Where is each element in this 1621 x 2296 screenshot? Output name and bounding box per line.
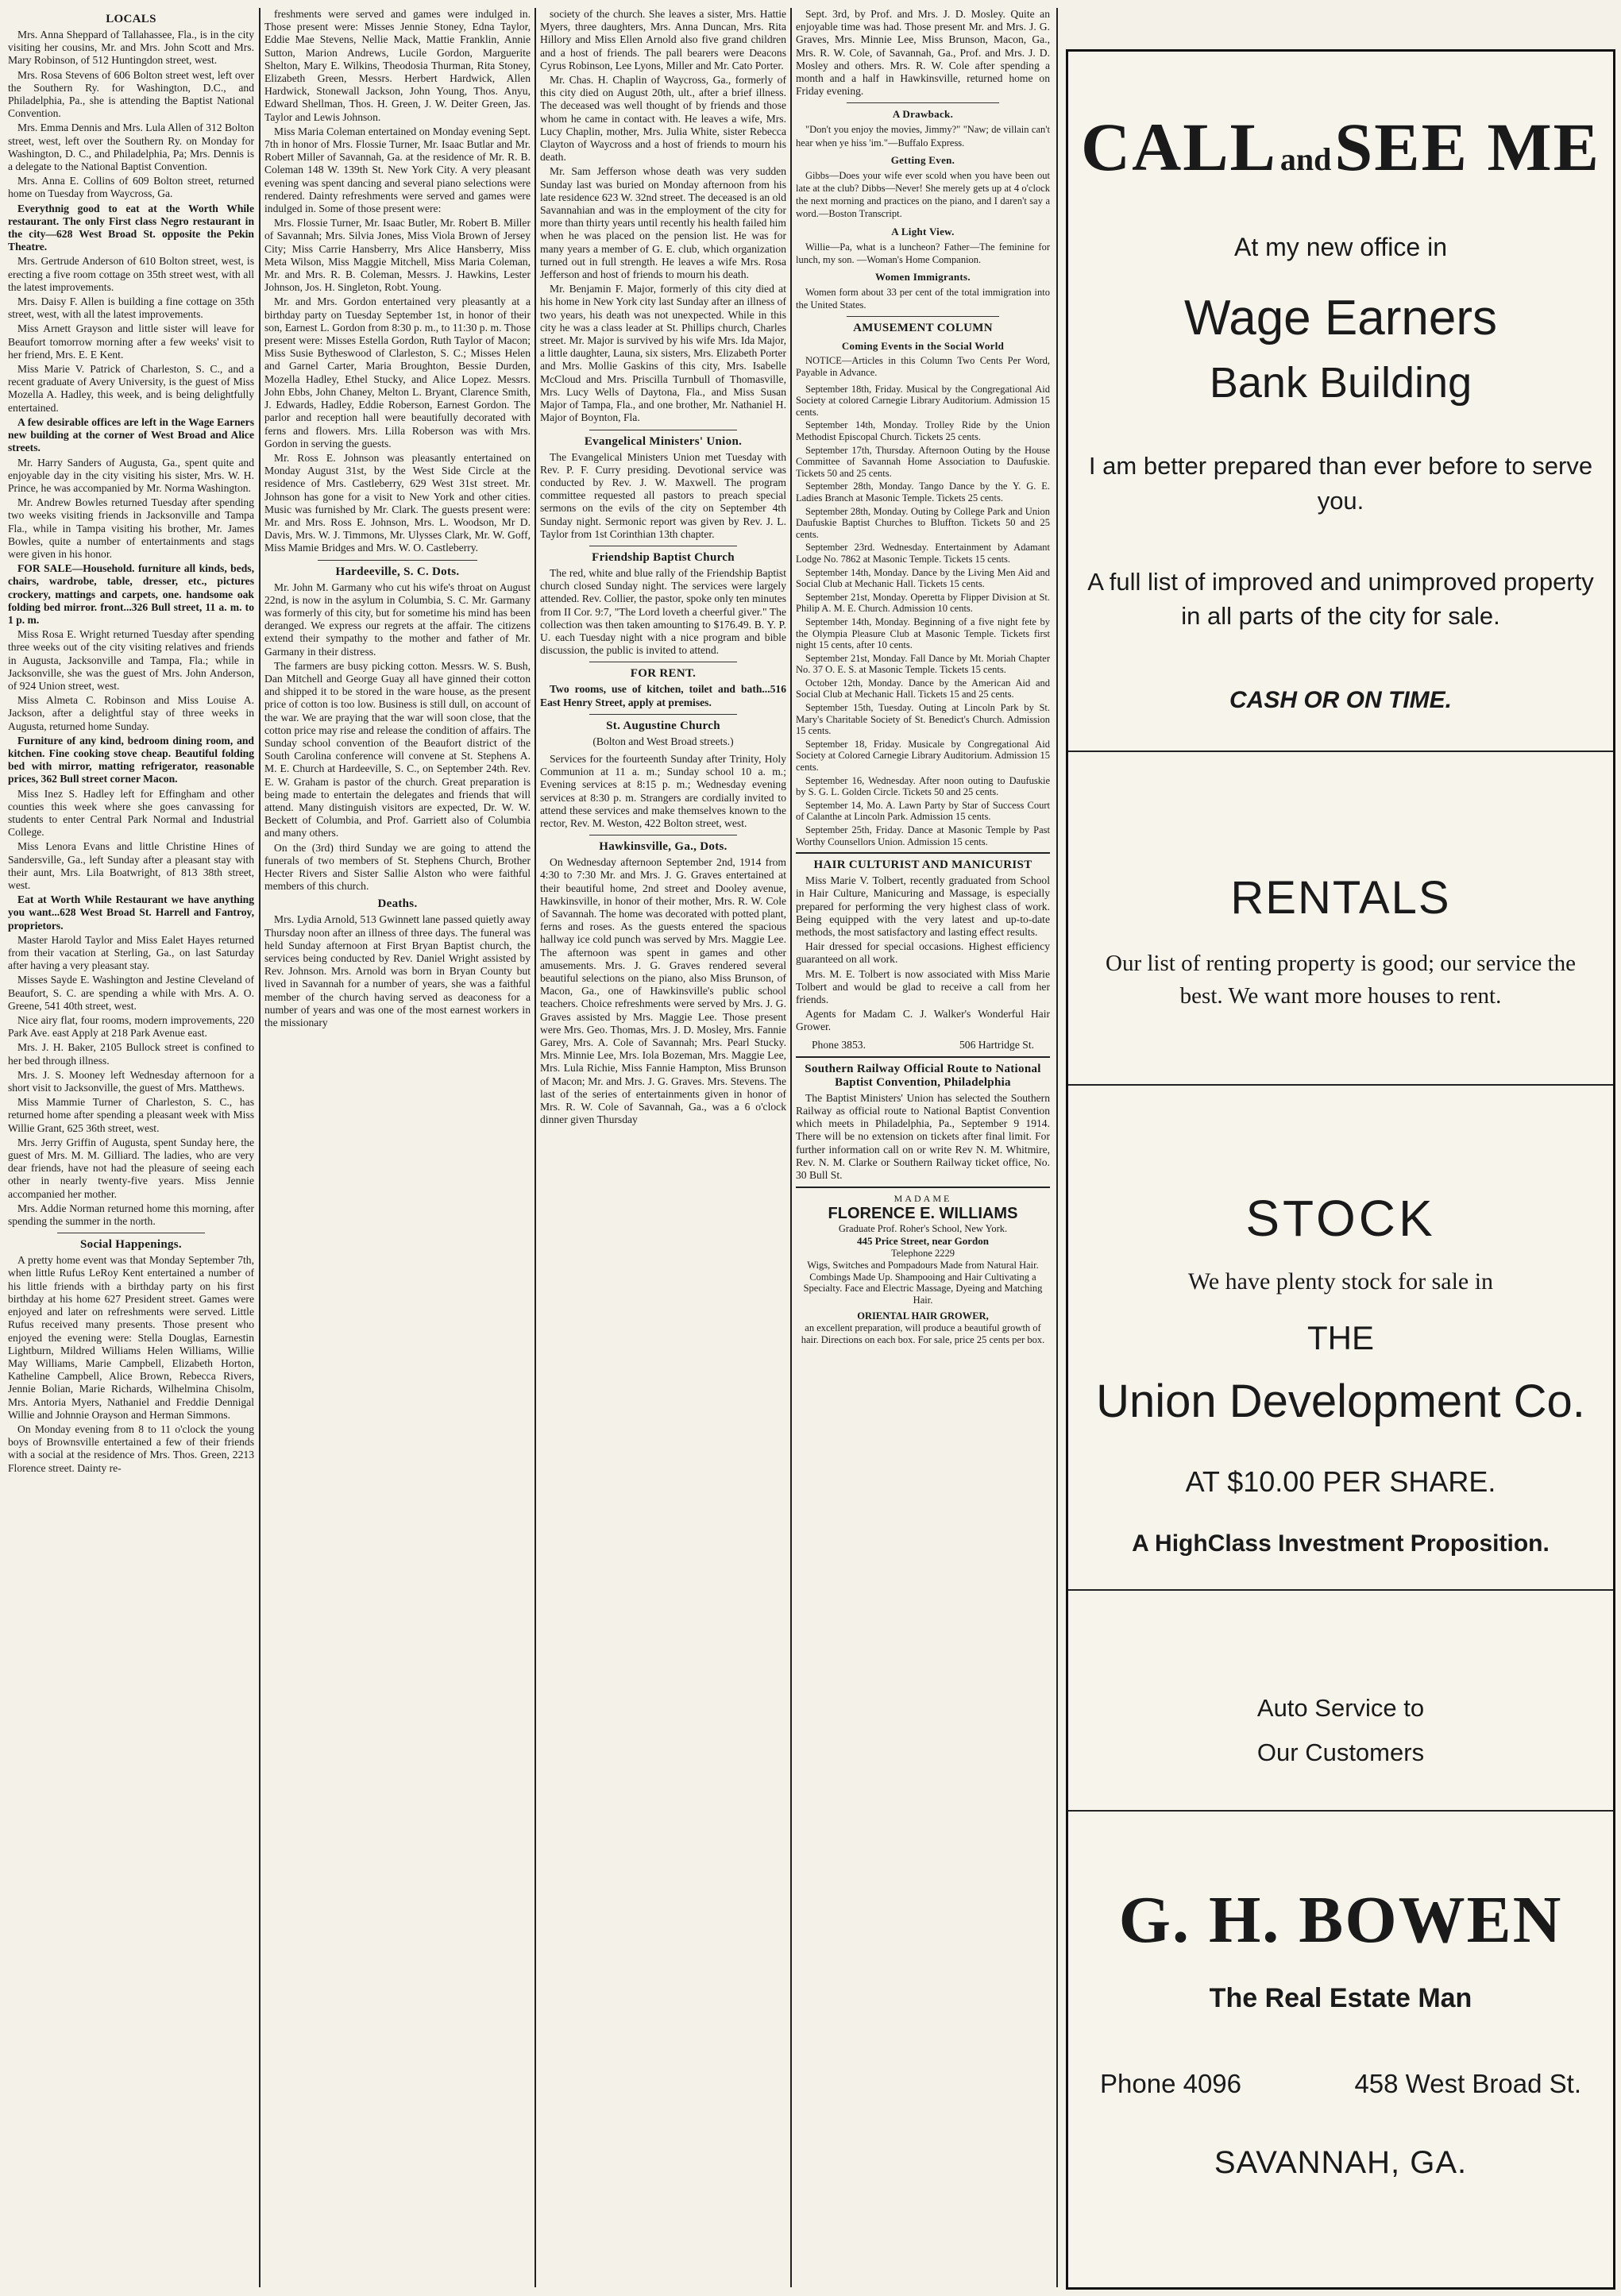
florence-williams-name: FLORENCE E. WILLIAMS (828, 1205, 1018, 1223)
social-article (8, 1254, 254, 1474)
light-view-heading: A Light View. (891, 225, 955, 237)
local-item: Mrs. J. S. Mooney left Wednesday afternoon for a short visit to Jacksonville, the guest of Mrs. Matthews. (8, 1068, 254, 1094)
local-item: Mrs. Emma Dennis and Mrs. Lula Allen of 312 Bolton street, west, left over the Southern Ry. on Monday for Washington, D. C., and Philadelphia, Pa; Mrs. Dennis is a delegate to the National Baptist Convention. (8, 122, 254, 173)
deaths-paragraph: Mrs. Lydia Arnold, 513 Gwinnett lane passed quietly away Thursday noon after an illness of three days. The funeral was held Sunday afternoon at First Bryan Baptist church, the services being conducted by Rev. Daniel Wright assisted by Rev. Johnson. Mrs. Arnold was born in Bryan County but lived in Savannah for a number of years, she was a faithful member of the church having served as deaconess for a number of years and was one of the most earnest workers in the missionary (264, 913, 531, 1029)
ad-bowen: G. H. BOWEN (1118, 1883, 1563, 1957)
oriental-hair-grower: ORIENTAL HAIR GROWER, (857, 1310, 989, 1322)
social-heading: Social Happenings. (80, 1238, 182, 1252)
local-item: Mrs. Addie Norman returned home this morning, after spending the summer in the north. (8, 1202, 254, 1228)
hair-address: 506 Hartridge St. (959, 1038, 1034, 1051)
divider (796, 852, 1050, 854)
social-paragraph: Miss Maria Coleman entertained on Monday evening Sept. 7th in honor of Mrs. Flossie Turner, Mr. Isaac Butlar and Mr. Robert Miller of Savannah, Ga. at the residence of Mr. R. B. Coleman 148 W. 139th St. New York City. A very pleasant evening was spent dancing and several piano selections were rendered. Dainty refreshments were served and games were indulged in. Some of those present were: (264, 125, 531, 215)
florence-telephone: Telephone 2229 (890, 1248, 955, 1260)
local-item: Mrs. Gertrude Anderson of 610 Bolton street, west, is erecting a five room cottage on 35th street west, with all the latest improvements. (8, 255, 254, 293)
ad-highclass: A HighClass Investment Proposition. (1132, 1530, 1550, 1557)
ad-price: AT $10.00 PER SHARE. (1185, 1465, 1496, 1498)
ad-real-estate-man: The Real Estate Man (1209, 1983, 1472, 2013)
column-two (264, 8, 531, 2287)
amusement-event: September 23rd. Wednesday. Entertainment by Adamant Lodge No. 7862 at Masonic Temple. Tickets 15 cents. (796, 542, 1050, 565)
florence-address: 445 Price Street, near Gordon (857, 1235, 989, 1248)
hair-culturist-heading: HAIR CULTURIST AND MANICURIST (813, 859, 1032, 872)
hair-culturist-article (796, 874, 1050, 1033)
column-four (796, 8, 1050, 2287)
divider (796, 1187, 1050, 1188)
amusement-event: September 28th, Monday. Outing by College Park and Union Daufuskie Baptist Churches to Bluffton. Tickets 50 and 25 cents. (796, 505, 1050, 540)
women-immigrants-heading: Women Immigrants. (875, 271, 971, 284)
social-paragraph: Mrs. Flossie Turner, Mr. Isaac Butler, Mr. Robert B. Miller of Savannah; Mrs. Silvia Jones, Miss Viola Brown of Jersey City; Miss Carrie Hansberry, Mrs Alice Hansberry, Miss Meta Wilson, Miss Maggie Mitchell, Miss Maria Coleman, Mr. and Mrs. R. B. Coleman, Messrs. J. Hawkins, Lester Johnson, Jos. H. Singleton, Robt. Young. (264, 217, 531, 294)
amusement-event: October 12th, Monday. Dance by the American Aid and Social Club at Mechanic Hall. Tickets 15 and 25 cents. (796, 677, 1050, 700)
bowen-advertisement (1066, 49, 1615, 2290)
local-item: Misses Sayde E. Washington and Jestine Cleveland of Beaufort, S. C. are spending a while with Mrs. A. O. Greene, 541 40th street, west. (8, 974, 254, 1012)
obituary-paragraph: society of the church. She leaves a sister, Mrs. Hattie Myers, three daughters, Mrs. Anna Duncan, Mrs. Rita Hillory and Miss Ellen Arnold also five grand children and a host of friends. The pall bearers were Deacons Cyrus Robinson, Lee Lyons, Miller and Mr. Cato Porter. (540, 8, 786, 71)
column-rule (1056, 8, 1058, 2287)
divider (589, 714, 737, 715)
social-paragraph: On Monday evening from 8 to 11 o'clock the young boys of Brownsville entertained a few of their friends with a social at the residence of Mrs. Thos. Green, 2213 Florence street. Dainty re- (8, 1422, 254, 1474)
ad-auto2: Our Customers (1256, 1738, 1425, 1766)
amusement-list (796, 384, 1050, 848)
local-item: Miss Marie V. Patrick of Charleston, S. C., and a recent graduate of Avery University, is the guest of Miss Mozella A. Hadley, this week, and is being delightfully entertained. (8, 363, 254, 414)
local-item: Miss Mammie Turner of Charleston, S. C., has returned home after spending a pleasant week with Miss Willie Grant, 625 36th street, west. (8, 1096, 254, 1134)
obituaries-article (540, 8, 786, 425)
hardeeville-paragraph: The farmers are busy picking cotton. Messrs. W. S. Bush, Dan Mitchell and George Guay all have ginned their cotton and shipped it to be stored in the ware house, as the present price of cotton is too low. Business is still dull, on account of the war. We are praying that the war will soon close, that the cotton price may rise and release the condition of affairs. The Sunday school convention of the Beaufort district of the South Carolina conference will convene at St. Stephens A. M. E. Church at Hardeeville, S. C., on September 24th. Rev. E. W. Graham is pastor of the church. Great preparation is being made to entertain the delegates and friends that will attend. Many distinguish visitors are expected, Dr. W. W. Beckett of Columbia, and Prof. Garriett also of Columbia and many others. (264, 659, 531, 839)
divider (318, 560, 477, 561)
amusement-event: September 21st, Monday. Fall Dance by Mt. Moriah Chapter No. 37 O. E. S. at Masonic Temple. Tickets 15 cents. (796, 652, 1050, 676)
hawkinsville-text: On Wednesday afternoon September 2nd, 1914 from 4:30 to 7:30 Mr. and Mrs. J. G. Graves entertained at their beautiful home, 2nd street and Dooley avenue, Hawkinsville, in honor of their mother, Mrs. R. W. Cole of Savannah. The home was decorated with potted plant, ferns and roses. As the guests entered the spacious hallway ice cold punch was served by Mrs. Maggie Lee. The afternoon was spent in games and other amusements. Mrs. J. G. Graves rendered several beautiful selections on the piano, also Miss Brunson, of Macon, Ga., one of Hawkinsville's public school teachers. Choice refreshments were served by Mrs. J. G. Graves assisted by Mrs. Maggie Lee. Those present were Mrs. Geo. Thomas, Mrs. J. D. Mosley, Mrs. Fannie Garey, Mrs. A. Cole of Savannah; Mrs. Pearl Stucky. Mrs. Minnie Lee, Mrs. Iola Bozeman, Mrs. Maggie Lee, Mrs. Lula Richie, Miss Fannie Hampton, Miss Brunson of Macon; Mr. and Mrs. J. G. Graves. Mrs. Stevens. The last of the series of entertainments given in honor of Mrs. R. W. Cole of Savannah, Ga., was a 6 o'clock dinner given Thursday (540, 856, 786, 1126)
hair-phone: Phone 3853. (812, 1038, 866, 1051)
amusement-event: September 28th, Monday. Tango Dance by the Y. G. E. Ladies Branch at Masonic Temple. Tickets 25 cents. (796, 480, 1050, 504)
local-item: Miss Arnett Grayson and little sister will leave for Beaufort tomorrow morning after a few weeks' visit to her friend, Mrs. E. E Kent. (8, 322, 254, 361)
ad-the: THE (1307, 1319, 1374, 1356)
augustine-subheading: (Bolton and West Broad streets.) (592, 735, 734, 747)
ad-phone: Phone 4096 (1100, 2069, 1242, 2098)
hair-paragraph: Hair dressed for special occasions. Highest efficiency guaranteed on all work. (796, 940, 1050, 966)
evangelical-text: The Evangelical Ministers Union met Tuesday with Rev. P. F. Curry presiding. Devotional service was conducted by Rev. J. W. Maxwell. The program committee requested all pastors to preach special sermons on the evils of the city on September 4th Sunday night. Sermonic report was given by Rev. J. L. Taylor from 1st Corinthian 13th chapter. (540, 450, 786, 540)
amusement-event: September 14th, Monday. Dance by the Living Men Aid and Social Club at Mechanic Hall. Tickets 15 cents. (796, 566, 1050, 590)
augustine-heading: St. Augustine Church (606, 719, 720, 732)
for-rent-heading: FOR RENT. (630, 667, 697, 681)
column-rule (535, 8, 536, 2287)
amusement-event: September 15th, Tuesday. Outing at Lincoln Park by St. Mary's Charitable Society of St. Benedict's Church. Admission 15 cents. (796, 702, 1050, 737)
amusement-event: September 14th, Monday. Trolley Ride by the Union Methodist Episcopal Church. Tickets 25 cents. (796, 419, 1050, 443)
amusement-event: September 18, Friday. Musicale by Congregational Aid Society at Colored Carnegie Library Auditorium. Admission 15 cents. (796, 738, 1050, 774)
getting-even-text: Gibbs—Does your wife ever scold when you have been out late at the club? Dibbs—Never! She merely gets up at 4 o'clock the next morning and practices on the piano, and I daren't say a word.—Boston Transcript. (796, 169, 1050, 220)
hardeeville-paragraph: On the (3rd) third Sunday we are going to attend the funerals of two members of St. Stephens Church, Brother Hecter Rivers and Sister Sallie Alston who were faithful members of this church. (264, 841, 531, 893)
ad-divider (1068, 751, 1613, 752)
ad-bank-building: Bank Building (1209, 359, 1472, 407)
for-rent-text: Two rooms, use of kitchen, toilet and bath...516 East Henry Street, apply at premises. (540, 683, 786, 708)
amusement-event: September 18th, Friday. Musical by the Congregational Aid Society at colored Carnegie Library Auditorium. Admission 15 cents. (796, 383, 1050, 418)
local-item: Mrs. Jerry Griffin of Augusta, spent Sunday here, the guest of Mrs. M. M. Gilliard. The ladies, who are very dear friends, have not had the pleasure of seeing each other in nearly twenty-five years. Miss Jennie accompanied her mother. (8, 1136, 254, 1200)
local-item: Miss Inez S. Hadley left for Effingham and other counties this week where she goes canvassing for students to enter Central Park Normal and Industrial College. (8, 787, 254, 839)
oriental-description: an excellent preparation, will produce a beautiful growth of hair. Directions on each box. For sale, price 25 cents per box. (801, 1322, 1045, 1345)
light-view-text: Willie—Pa, what is a luncheon? Father—The feminine for lunch, my son. —Woman's Home Companion. (796, 241, 1050, 265)
florence-services: Wigs, Switches and Pompadours Made from Natural Hair. Combings Made Up. Shampooing and Hair Cultivating a Specialty. Face and Electric Massage, Dyeing and Matching Hair. (803, 1260, 1043, 1306)
obituary-paragraph: Mr. Benjamin F. Major, formerly of this city died at his home in New York city last Sunday after an illness of two years, his death was not unexpected. While in this city he was a class leader at St. Phillips church, Charles street. Mr. Major is survived by his wife Mrs. Ida Major, a little daughter, Launa, six sisters, Mrs. Elizabeth Porter and Mrs. Mollie Gaskins of this city, Mrs. Isabelle McCloud and Mrs. Priscilla Turnbull of Thomasville, Mrs. Lucy Wells of Daytona, Fla., and Miss Susan Major of Tampa, Fla., and one brother, Mr. Nathaniel H. Major of Boynton, Fla. (540, 283, 786, 424)
hair-paragraph: Agents for Madam C. J. Walker's Wonderful Hair Grower. (796, 1008, 1050, 1033)
hair-paragraph: Miss Marie V. Tolbert, recently graduated from School in Hair Culture, Manicuring and Massage, is especially prepared for performing the very highest class of work. Being equipped with the very latest and up-to-date methods, the most satisfactory and lasting effect results. (796, 874, 1050, 939)
column-rule (790, 8, 792, 2287)
ad-union: Union Development Co. (1096, 1376, 1585, 1427)
hardeeville-paragraph: Mr. John M. Garmany who cut his wife's throat on August 22nd, is now in the asylum in Columbia, S. C. Mr. Garmany was formerly of this city, but for sometime his mind has been deranged. We express our regrets at the affair. The citizens extend their sympathy to the mother and father of Mr. Garmany in their distress. (264, 581, 531, 658)
augustine-text: Services for the fourteenth Sunday after Trinity, Holy Communion at 11 a. m.; Sunday school 10 a. m.; Evening services at 8:15 p. m.; Wednesday evening services at 8:30 p. m. Strangers are cordially invited to attend these services and make themselves known to the rector, Rev. M. Weston, 422 Bolton street, west. (540, 752, 786, 829)
ad-call: CALL (1080, 109, 1277, 185)
local-item: Miss Rosa E. Wright returned Tuesday after spending three weeks out of the city visiting relatives and friends in Augusta, Jacksonville and Tampa, Fla.; while in Jacksonville, she was the guest of Mrs. John Anderson, of 924 Union street, west. (8, 628, 254, 692)
ad-stock-body: We have plenty stock for sale in (1187, 1268, 1494, 1295)
florence-graduate: Graduate Prof. Roher's School, New York. (838, 1223, 1008, 1235)
divider (796, 1056, 1050, 1058)
ad-and: and (1279, 141, 1332, 177)
obituary-paragraph: Mr. Sam Jefferson whose death was very sudden Sunday last was buried on Monday afternoon from his late residence 623 W. 32nd street. The deceased is an old Savannahian and was in the employment of the city for more than thirty years until recently his health failed him when he was placed on the pension list. He was for many years a member of G. E. club, which organization turned out in full strength. He leaves a wife Mrs. Rosa Jefferson and host of friends to mourn his death. (540, 165, 786, 281)
ad-office: At my new office in (1234, 233, 1447, 261)
social-paragraph: Mr. Ross E. Johnson was pleasantly entertained on Monday August 31st, by the West Side Circle at the residence of Mrs. Castleberry, 629 West 31st street. Mr. Johnson has gone for a visit to New York and other cities. Music was furnished by Mr. Clark. The guests present were: Mr. and Mrs. Ross E. Johnson, Mrs. L. Woodson, Mr D. Davis, Mrs. W. J. Timmons, Mr. Ulysses Clark, Mr. W. Goff, Miss Mamie Bridges and Mrs. W. O. Castleberry. (264, 451, 531, 554)
madame-label: MADAME (893, 1193, 952, 1205)
local-item: Eat at Worth While Restaurant we have anything you want...628 West Broad St. Harrell and Fantroy, proprietors. (8, 893, 254, 932)
local-item: Mrs. Anna Sheppard of Tallahassee, Fla., is in the city visiting her cousins, Mr. and Mrs. John Scott and Mrs. Mary Robinson, of 512 Huntingdon street, west. (8, 29, 254, 67)
hawkinsville-heading: Hawkinsville, Ga., Dots. (599, 840, 728, 854)
local-item: Mrs. J. H. Baker, 2105 Bullock street is confined to her bed through illness. (8, 1041, 254, 1067)
amusement-event: September 16, Wednesday. After noon outing to Daufuskie by S. G. L. Golden Circle. Tickets 50 and 25 cents. (796, 774, 1050, 798)
ad-cash: CASH OR ON TIME. (1229, 687, 1452, 713)
local-item: Mrs. Daisy F. Allen is building a fine cottage on 35th street, west, with all the latest improvements. (8, 295, 254, 321)
ad-address: 458 West Broad St. (1354, 2069, 1581, 2098)
ad-divider (1068, 1084, 1613, 1086)
ad-wage-earners: Wage Earners (1184, 291, 1497, 345)
railway-heading: Southern Railway Official Route to National Baptist Convention, Philadelphia (805, 1062, 1041, 1089)
social-paragraph: freshments were served and games were indulged in. Those present were: Misses Jennie Stoney, Edna Taylor, Eddie Mae Stevens, Nellie Mack, Mattie Franklin, Annie Sutton, Marion Andrews, Lucile Gordon, Marguerite Shelton, Mary E. Wilkins, Theodosia Thurman, Rita Stoney, Elizabeth Green, Messrs. Herbert Hardwick, Allen Hardwick, Stonewall Jackson, John Young, Thos. Anyu, Edward Shellman, Thos. H. Green, J. W. Deiter Green, Jas. Taylor and Lewis Johnson. (264, 8, 531, 123)
locals-heading: LOCALS (106, 13, 156, 25)
local-item: Everythnig good to eat at the Worth While restaurant. The only First class Negro restaurant in the city—628 West Broad St. opposite the Pekin Theatre. (8, 202, 254, 253)
local-item: Mrs. Anna E. Collins of 609 Bolton street, returned home on Tuesday from Waycross, Ga. (8, 175, 254, 200)
amusement-notice: NOTICE—Articles in this Column Two Cents Per Word, Payable in Advance. (796, 355, 1050, 379)
ad-divider (1068, 1589, 1613, 1591)
column-rule (259, 8, 261, 2287)
local-item: Miss Almeta C. Robinson and Miss Louise A. Jackson, after a delightful stay of three weeks in Augusta, returned home Sunday. (8, 694, 254, 732)
hardeeville-article (264, 581, 531, 893)
amusement-event: September 21st, Monday. Operetta by Flipper Division at St. Philip A. M. E. Church. Admission 10 cents. (796, 591, 1050, 615)
drawback-text: "Don't you enjoy the movies, Jimmy?" "Naw; de villain can't hear when ye hiss 'im."—Buffalo Express. (796, 124, 1050, 149)
local-item: Mrs. Rosa Stevens of 606 Bolton street west, left over the Southern Ry. for Washington, D.C., and Philadelphia, Pa., she is attending the Baptist National Convention. (8, 68, 254, 120)
ad-better: I am better prepared than ever before to serve you. (1088, 452, 1593, 515)
locals-article (8, 29, 254, 1228)
railway-text: The Baptist Ministers' Union has selected the Southern Railway as official route to National Baptist Convention which meets in Philadelphia, Pa., September 9 1914. There will be no extension on tickets after final limit. For further information call on or write Rev N. M. Whitmire, Rev. N. M. Clarke or Southern Railway ticket office, No. 30 Bull St. (796, 1091, 1050, 1182)
deaths-article (264, 913, 531, 1029)
evangelical-heading: Evangelical Ministers' Union. (584, 434, 743, 448)
social-paragraph: Mr. and Mrs. Gordon entertained very pleasantly at a birthday party on Tuesday September 1st, in honor of their son, Earnest L. Gordon from 8:30 p. m., to 11:30 p. m. Those present were: Misses Estella Gordon, Ruth Taylor of Macon; Miss Susie Bytheswood of Clarleston, S. C.; Misses Helen and Garnel Carter, Maria Broughton, Bessie Durden, Mozella Hadley, Ethel Stucky, and Alice Lopez. Messrs. John Ebbs, John Chaney, Melton L. Bryant, Clarence Smith, J. Edwards, Hadley, Eddie Roberson, Earnest Gordon. The parlor and reception hall were beautifully decorated with ferns and flowers. Mrs. Lilla Roberson was with Mrs. Gordon in serving the guests. (264, 295, 531, 450)
ad-divider (1068, 1810, 1613, 1812)
women-immigrants-text: Women form about 33 per cent of the total immigration into the United States. (796, 287, 1050, 311)
hair-paragraph: Mrs. M. E. Tolbert is now associated with Miss Marie Tolbert and would be glad to receive a call from her friends. (796, 967, 1050, 1006)
local-item: A few desirable offices are left in the Wage Earners new building at the corner of West Broad and Alice streets. (8, 415, 254, 454)
amusement-heading: AMUSEMENT COLUMN (853, 322, 993, 335)
local-item: Miss Lenora Evans and little Christine Hines of Sandersville, Ga., left Sunday after a pleasant stay with their aunt, Mrs. Lila Boatwright, of 813 38th street, west. (8, 840, 254, 891)
local-item: Mr. Harry Sanders of Augusta, Ga., spent quite and enjoyable day in the city visiting his sister, Mrs. W. H. Prince, he was accompanied by Mr. Norma Washington. (8, 456, 254, 494)
ad-rentals: RENTALS (1230, 872, 1451, 924)
amusement-event: September 14th, Monday. Beginning of a five night fete by the Olympia Pleasure Club at Masonic Temple. Tickets first night 15 cents, after 10 cents. (796, 615, 1050, 651)
local-item: Master Harold Taylor and Miss Ealet Hayes returned from their vacation at Sterling, Ga., on last Saturday after having a very pleasant stay. (8, 933, 254, 972)
local-item: Furniture of any kind, bedroom dining room, and kitchen. Fine cooking stove cheap. Beautiful folding bed with mirror, matting refrigerator, reasonable prices, 362 Bull street corner Macon. (8, 734, 254, 785)
obituary-paragraph: Mr. Chas. H. Chaplin of Waycross, Ga., formerly of this city died on August 20th, ult., after a brief illness. The deceased was well thought of by friends and those whom he came in contact with. He leaves a wife, Mrs. Lucy Chaplin, mother, Mrs. Julia White, sister Rebecca Clayton of Waycross and a host of friends to mourn his death. (540, 74, 786, 164)
social-paragraph: A pretty home event was that Monday September 7th, when little Rufus LeRoy Kent entertained a number of his little friends with a birthday party on his first birthday at his home 627 President street. Games were enjoyed and later on refreshments were served. Little Rufus received many presents. Those present who enjoyed the evening were: Stella Douglas, Earnestin Lightburn, Mildred Williams Helen Williams, Willie May Williams, Marie Campbell, Elizabeth Horton, Katheline Campbell, Alice Brown, Rebecca Rivers, Jennie Bolian, Marie Richards, Wilhelmina Chisolm, Mrs. Antoria Myers, Nathaniel and Freddie Dennigal Willie and Johnnie Orayson and Herman Simmons. (8, 1254, 254, 1421)
ad-city: SAVANNAH, GA. (1214, 2145, 1468, 2180)
hawkinsville-continued: Sept. 3rd, by Prof. and Mrs. J. D. Mosley. Quite an enjoyable time was had. Those present Mr. and Mrs. J. G. Graves, Mrs. Minnie Lee, Miss Brunson, Macon, Ga., Mrs. R. W. Cole, of Savannah, Ga., Prof. and Mrs. J. D. Mosley and others. Mrs. R. W. Cole after spending a month and a half in Hawkinsville, returned home on Friday evening. (796, 8, 1050, 98)
amusement-subheading: Coming Events in the Social World (841, 340, 1005, 353)
column-locals (8, 8, 254, 2287)
column-three (540, 8, 786, 2287)
social-continued-article (264, 8, 531, 555)
ad-full-list: A full list of improved and unimproved property in all parts of the city for sale. (1087, 568, 1594, 630)
amusement-event: September 17th, Thursday. Afternoon Outing by the House Committee of Savannah Home Association to Daufuskie. Tickets 50 and 25 cents. (796, 444, 1050, 479)
friendship-heading: Friendship Baptist Church (592, 550, 735, 564)
local-item: Nice airy flat, four rooms, modern improvements, 220 Park Ave. east Apply at 218 Park Avenue east. (8, 1014, 254, 1040)
local-item: FOR SALE—Household. furniture all kinds, beds, chairs, wardrobe, table, dresser, etc., pictures crockery, mattings and carpets, one. handsome oak folding bed mirror. front...326 Bull street, 11 a. m. to 1 p. m. (8, 562, 254, 626)
drawback-heading: A Drawback. (892, 108, 954, 121)
ad-rentals-body: Our list of renting property is good; our service the best. We want more houses to rent. (1106, 951, 1576, 1009)
hardeeville-heading: Hardeeville, S. C. Dots. (335, 565, 460, 578)
ad-auto1: Auto Service to (1256, 1694, 1425, 1722)
ad-stock: STOCK (1245, 1190, 1436, 1247)
amusement-event: September 25th, Friday. Dance at Masonic Temple by Past Worthy Counsellors Union. Admission 15 cents. (796, 824, 1050, 847)
getting-even-heading: Getting Even. (890, 153, 955, 166)
local-item: Mr. Andrew Bowles returned Tuesday after spending two weeks visiting friends in Jacksonville and Tampa Fla., while in Tampa visiting his brother, Mr. James Bowles, quite a number of entertainments and stags were given in his honor. (8, 496, 254, 560)
ad-see-me: SEE ME (1334, 109, 1601, 185)
deaths-heading: Deaths. (377, 897, 418, 911)
divider (847, 102, 999, 103)
divider (847, 316, 999, 317)
amusement-event: September 14, Mo. A. Lawn Party by Star of Success Court of Calanthe at Lincoln Park. Admission 15 cents. (796, 799, 1050, 823)
friendship-text: The red, white and blue rally of the Friendship Baptist church closed Sunday night. The services were largely attended. Rev. Collier, the pastor, spoke only ten minutes from II Cor. 9:7, "The Lord loveth a cheerful giver." The collection was then taken amounting to $176.49. B. Y. P. U. each Tuesday night with a nice program and bible discussion, the public is invited to attend. (540, 566, 786, 657)
